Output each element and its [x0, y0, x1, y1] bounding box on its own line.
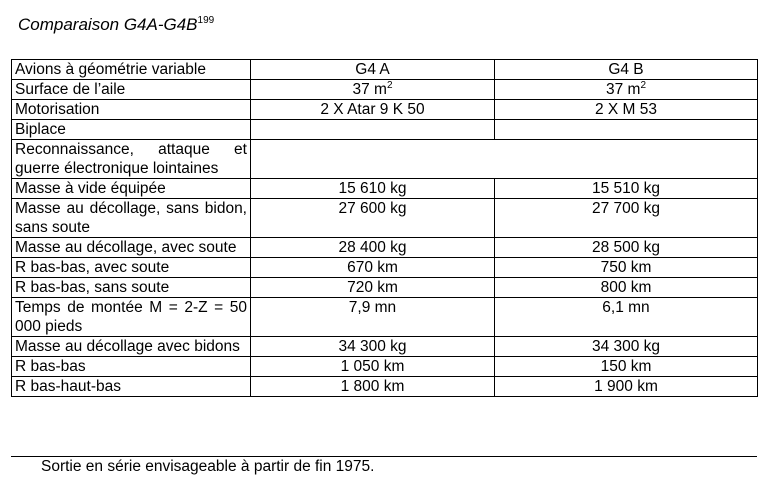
header-label-cell: Avions à géométrie variable	[12, 60, 251, 80]
table-row	[12, 298, 758, 337]
value-text: 37 m	[605, 81, 641, 98]
g4b-value	[495, 120, 758, 140]
table-row	[12, 238, 758, 258]
row-label: Masse au décollage avec bidons	[12, 337, 251, 357]
g4a-value: 7,9 mn	[251, 298, 495, 337]
g4b-value: 15 510 kg	[495, 179, 758, 199]
g4a-value: 27 600 kg	[251, 199, 495, 238]
g4b-value: 28 500 kg	[495, 238, 758, 258]
title-text: Comparaison G4A-G4B	[18, 15, 198, 34]
table-header-row	[12, 60, 758, 80]
g4a-value: 15 610 kg	[251, 179, 495, 199]
value-text: 37 m	[352, 81, 387, 98]
footnote-ref: 199	[197, 15, 215, 26]
row-label: Masse au décollage, sans bidon, sans soute	[12, 199, 251, 238]
g4a-value	[251, 80, 495, 100]
g4b-value: 150 km	[495, 357, 758, 377]
table-row	[12, 120, 758, 140]
g4b-value: 750 km	[495, 258, 758, 278]
table-row	[12, 337, 758, 357]
row-label: R bas-bas, avec soute	[12, 258, 251, 278]
table-row	[12, 140, 758, 179]
merged-value-cell	[251, 140, 758, 179]
g4a-value: 1 800 km	[251, 377, 495, 397]
g4a-value	[251, 120, 495, 140]
g4a-value: 670 km	[251, 258, 495, 278]
row-label: Temps de montée M = 2-Z = 50 000 pieds	[12, 298, 251, 337]
g4b-value	[495, 80, 758, 100]
g4b-value: 2 X M 53	[495, 100, 758, 120]
g4b-value: 6,1 mn	[495, 298, 758, 337]
g4b-value: 34 300 kg	[495, 337, 758, 357]
table-row	[12, 278, 758, 298]
row-label: Motorisation	[12, 100, 251, 120]
table-row	[12, 80, 758, 100]
unit-exponent: 2	[640, 80, 647, 91]
unit-exponent: 2	[386, 80, 393, 91]
g4b-value: 800 km	[495, 278, 758, 298]
row-label: R bas-bas	[12, 357, 251, 377]
g4a-value: 34 300 kg	[251, 337, 495, 357]
g4b-value: 27 700 kg	[495, 199, 758, 238]
row-label: Reconnaissance, attaque et guerre électronique lointaines	[12, 140, 251, 179]
row-label: R bas-bas, sans soute	[12, 278, 251, 298]
g4a-value: 2 X Atar 9 K 50	[251, 100, 495, 120]
document-title	[18, 14, 214, 36]
table-row	[12, 258, 758, 278]
row-label: R bas-haut-bas	[12, 377, 251, 397]
row-label: Masse au décollage, avec soute	[12, 238, 251, 258]
table-row	[12, 179, 758, 199]
g4a-value: 720 km	[251, 278, 495, 298]
header-g4b-cell: G4 B	[495, 60, 758, 80]
g4a-value: 28 400 kg	[251, 238, 495, 258]
table-row	[12, 377, 758, 397]
row-label: Surface de l’aile	[12, 80, 251, 100]
g4a-value: 1 050 km	[251, 357, 495, 377]
table-row	[12, 357, 758, 377]
comparison-table	[11, 59, 758, 397]
header-g4a-cell: G4 A	[251, 60, 495, 80]
table-row	[12, 199, 758, 238]
table-row	[12, 100, 758, 120]
g4b-value: 1 900 km	[495, 377, 758, 397]
row-label: Masse à vide équipée	[12, 179, 251, 199]
footer-note: Sortie en série envisageable à partir de fin 1975.	[11, 456, 757, 477]
row-label: Biplace	[12, 120, 251, 140]
